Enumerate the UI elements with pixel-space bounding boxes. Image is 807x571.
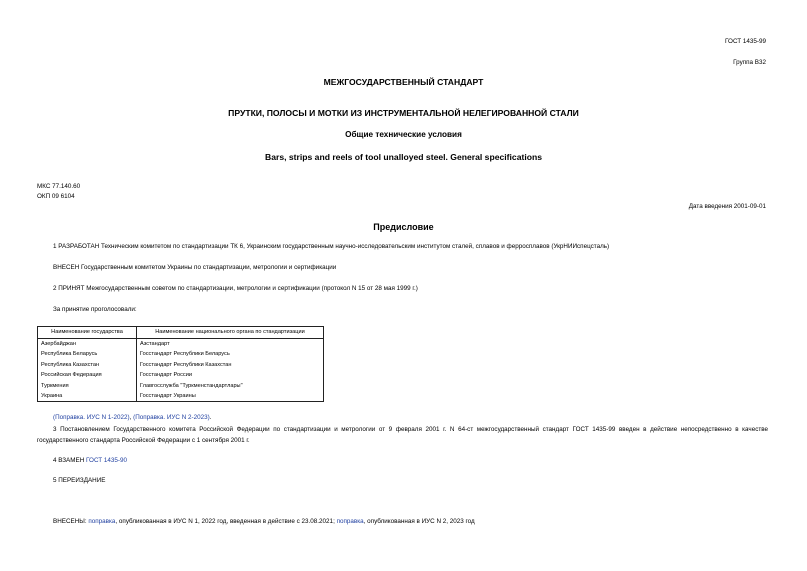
table-row	[38, 360, 324, 370]
preface-heading: Предисловие	[373, 222, 434, 232]
table-row	[38, 381, 324, 391]
table-header-state: Наименование государства	[38, 327, 137, 339]
table-row	[38, 339, 324, 350]
amendment-link-ius-2-2023[interactable]: (Поправка. ИУС N 2-2023)	[133, 414, 210, 421]
amendment-separator: ,	[129, 414, 134, 421]
table-row	[38, 370, 324, 380]
amendments-line	[53, 414, 211, 421]
document-title-english: Bars, strips and reels of tool unalloyed steel. General specifications	[265, 152, 542, 162]
table-cell-authority: Главгосслужба "Туркменстандартлары"	[137, 381, 324, 391]
table-cell-authority: Госстандарт Республики Беларусь	[137, 349, 324, 359]
footer-text-2: , опубликованная в ИУС N 2, 2023 год	[363, 518, 475, 525]
preface-item-4	[53, 457, 127, 464]
table-header-row	[38, 327, 324, 339]
table-cell-authority: Госстандарт Украины	[137, 391, 324, 402]
gost-code: ГОСТ 1435-99	[725, 38, 766, 45]
table-cell-authority: Госстандарт России	[137, 370, 324, 380]
amendment-end: .	[209, 414, 212, 421]
footer-amendment-link-2[interactable]: поправка	[336, 518, 364, 525]
table-cell-state: Российская Федерация	[38, 370, 137, 380]
footer-text-1: , опубликованная в ИУС N 1, 2022 год, введенная в действие с 23.08.2021;	[115, 518, 337, 525]
introduction-date: Дата введения 2001-09-01	[688, 203, 766, 210]
voted-label: За принятие проголосовали:	[53, 306, 137, 313]
amendment-link-ius-1-2022[interactable]: (Поправка. ИУС N 1-2022)	[53, 414, 130, 421]
table-row	[38, 391, 324, 402]
table-cell-authority: Госстандарт Республики Казахстан	[137, 360, 324, 370]
amendments-footer	[53, 518, 475, 525]
table-cell-state: Республика Казахстан	[38, 360, 137, 370]
preface-item-2: 2 ПРИНЯТ Межгосударственным советом по стандартизации, метрологии и сертификации (протокол N 15 от 28 мая 1999 г.)	[53, 285, 418, 292]
preface-item-1: 1 РАЗРАБОТАН Техническим комитетом по стандартизации ТК 6, Украинским государственным научно-исследовательским институтом сталей, сплавов и ферросплавов (УкрНИИспецсталь)	[53, 243, 610, 250]
table-cell-state: Республика Беларусь	[38, 349, 137, 359]
table-cell-state: Туркмения	[38, 381, 137, 391]
preface-introduced: ВНЕСЕН Государственным комитетом Украины по стандартизации, метрологии и сертификации	[53, 264, 337, 271]
standard-type-heading: МЕЖГОСУДАРСТВЕННЫЙ СТАНДАРТ	[323, 77, 484, 87]
preface-item-3: 3 Постановлением Государственного комитета Российской Федерации по стандартизации и метрологии от 9 февраля 2001 г. N 64-ст межгосударственный стандарт ГОСТ 1435-99 введен в действие непосредственно в качестве государственного стандарта Российской Федерации с 1 сентября 2001 г.	[37, 426, 768, 444]
table-row	[38, 349, 324, 359]
okp-code: ОКП 09 6104	[37, 193, 75, 200]
replaced-standard-link[interactable]: ГОСТ 1435-90	[86, 457, 127, 464]
document-subtitle: Общие технические условия	[345, 130, 462, 139]
group-code: Группа В32	[733, 59, 766, 66]
document-title: ПРУТКИ, ПОЛОСЫ И МОТКИ ИЗ ИНСТРУМЕНТАЛЬНОЙ НЕЛЕГИРОВАННОЙ СТАЛИ	[228, 108, 579, 118]
voting-states-table	[37, 326, 324, 402]
mks-code: МКС 77.140.60	[37, 183, 81, 190]
table-cell-state: Украина	[38, 391, 137, 402]
table-cell-state: Азербайджан	[38, 339, 137, 350]
footer-prefix: ВНЕСЕНЫ:	[53, 518, 89, 525]
table-header-authority: Наименование национального органа по стандартизации	[137, 327, 324, 339]
table-cell-authority: Азстандарт	[137, 339, 324, 350]
item-4-prefix: 4 ВЗАМЕН	[53, 457, 86, 464]
preface-item-5: 5 ПЕРЕИЗДАНИЕ	[53, 477, 106, 484]
footer-amendment-link-1[interactable]: поправка	[88, 518, 116, 525]
